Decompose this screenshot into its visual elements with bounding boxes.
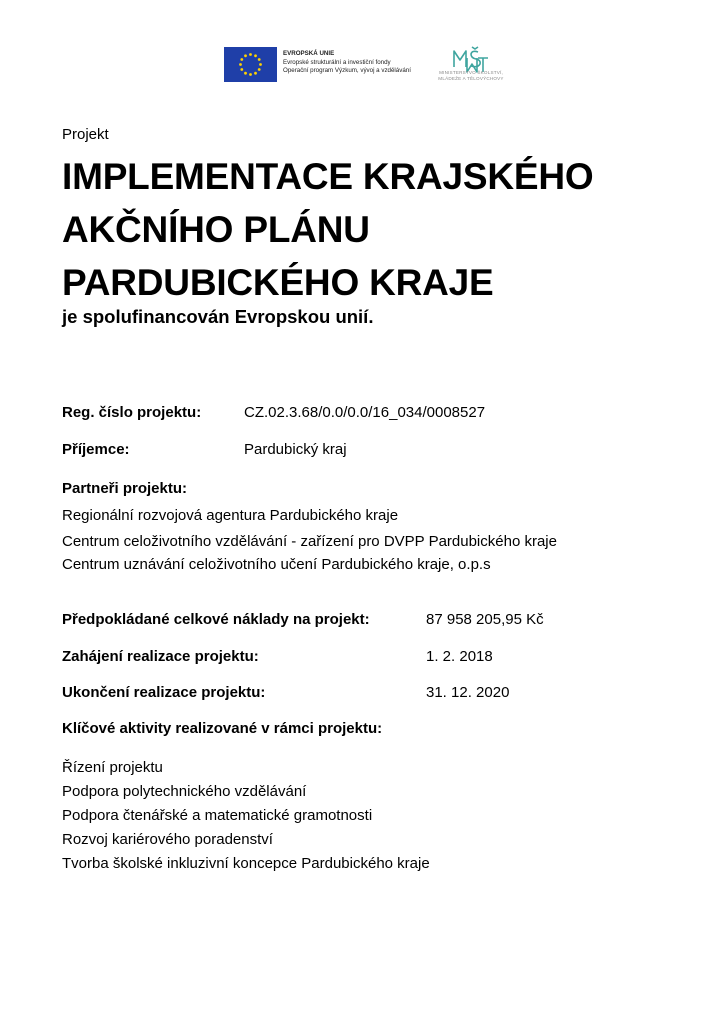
eu-logo-text <box>283 50 411 76</box>
costs-value: 87 958 205,95 Kč <box>426 611 544 628</box>
start-value: 1. 2. 2018 <box>426 648 493 665</box>
recipient-label: Příjemce: <box>62 441 130 458</box>
eu-flag-logo <box>224 47 277 82</box>
eu-logo-line: Operační program Výzkum, vývoj a vzdělávání <box>283 67 411 75</box>
end-value: 31. 12. 2020 <box>426 684 510 701</box>
eu-logo-line: Evropské strukturální a investiční fondy <box>283 58 391 66</box>
end-label: Ukončení realizace projektu: <box>62 684 266 701</box>
activity-item: Podpora čtenářské a matematické gramotnosti <box>62 807 373 824</box>
activities-label: Klíčové aktivity realizované v rámci projektu: <box>62 720 383 737</box>
activity-item: Rozvoj kariérového poradenství <box>62 831 273 848</box>
activity-item: Tvorba školské inkluzivní koncepce Pardubického kraje <box>62 855 430 872</box>
partner-item: Centrum celoživotního vzdělávání - zařízení pro DVPP Pardubického kraje <box>62 533 557 550</box>
msmt-caption: MINISTERSTVO ŠKOLSTVÍ, MLÁDEŽE A TĚLOVÝCHOVY <box>438 70 504 81</box>
title-line: PARDUBICKÉHO KRAJE <box>62 262 494 303</box>
eu-logo-line: EVROPSKÁ UNIE <box>283 50 335 57</box>
costs-label: Předpokládané celkové náklady na projekt: <box>62 611 370 628</box>
title-line: IMPLEMENTACE KRAJSKÉHO <box>62 156 594 197</box>
activity-item: Řízení projektu <box>62 759 163 776</box>
subtitle: je spolufinancován Evropskou unií. <box>62 306 374 327</box>
partner-item: Regionální rozvojová agentura Pardubického kraje <box>62 507 399 524</box>
partners-label: Partneři projektu: <box>62 480 188 497</box>
recipient-value: Pardubický kraj <box>244 441 347 458</box>
reg-number-value: CZ.02.3.68/0.0/0.0/16_034/0008527 <box>244 404 486 421</box>
title-line: AKČNÍHO PLÁNU <box>62 209 370 250</box>
start-label: Zahájení realizace projektu: <box>62 648 259 665</box>
eu-stars-icon <box>224 47 277 82</box>
project-label: Projekt <box>62 126 109 143</box>
activity-item: Podpora polytechnického vzdělávání <box>62 783 307 800</box>
msmt-mark-icon <box>434 45 504 73</box>
partner-item: Centrum uznávání celoživotního učení Pardubického kraje, o.p.s <box>62 556 491 573</box>
page-title <box>62 150 593 309</box>
reg-number-label: Reg. číslo projektu: <box>62 404 202 421</box>
